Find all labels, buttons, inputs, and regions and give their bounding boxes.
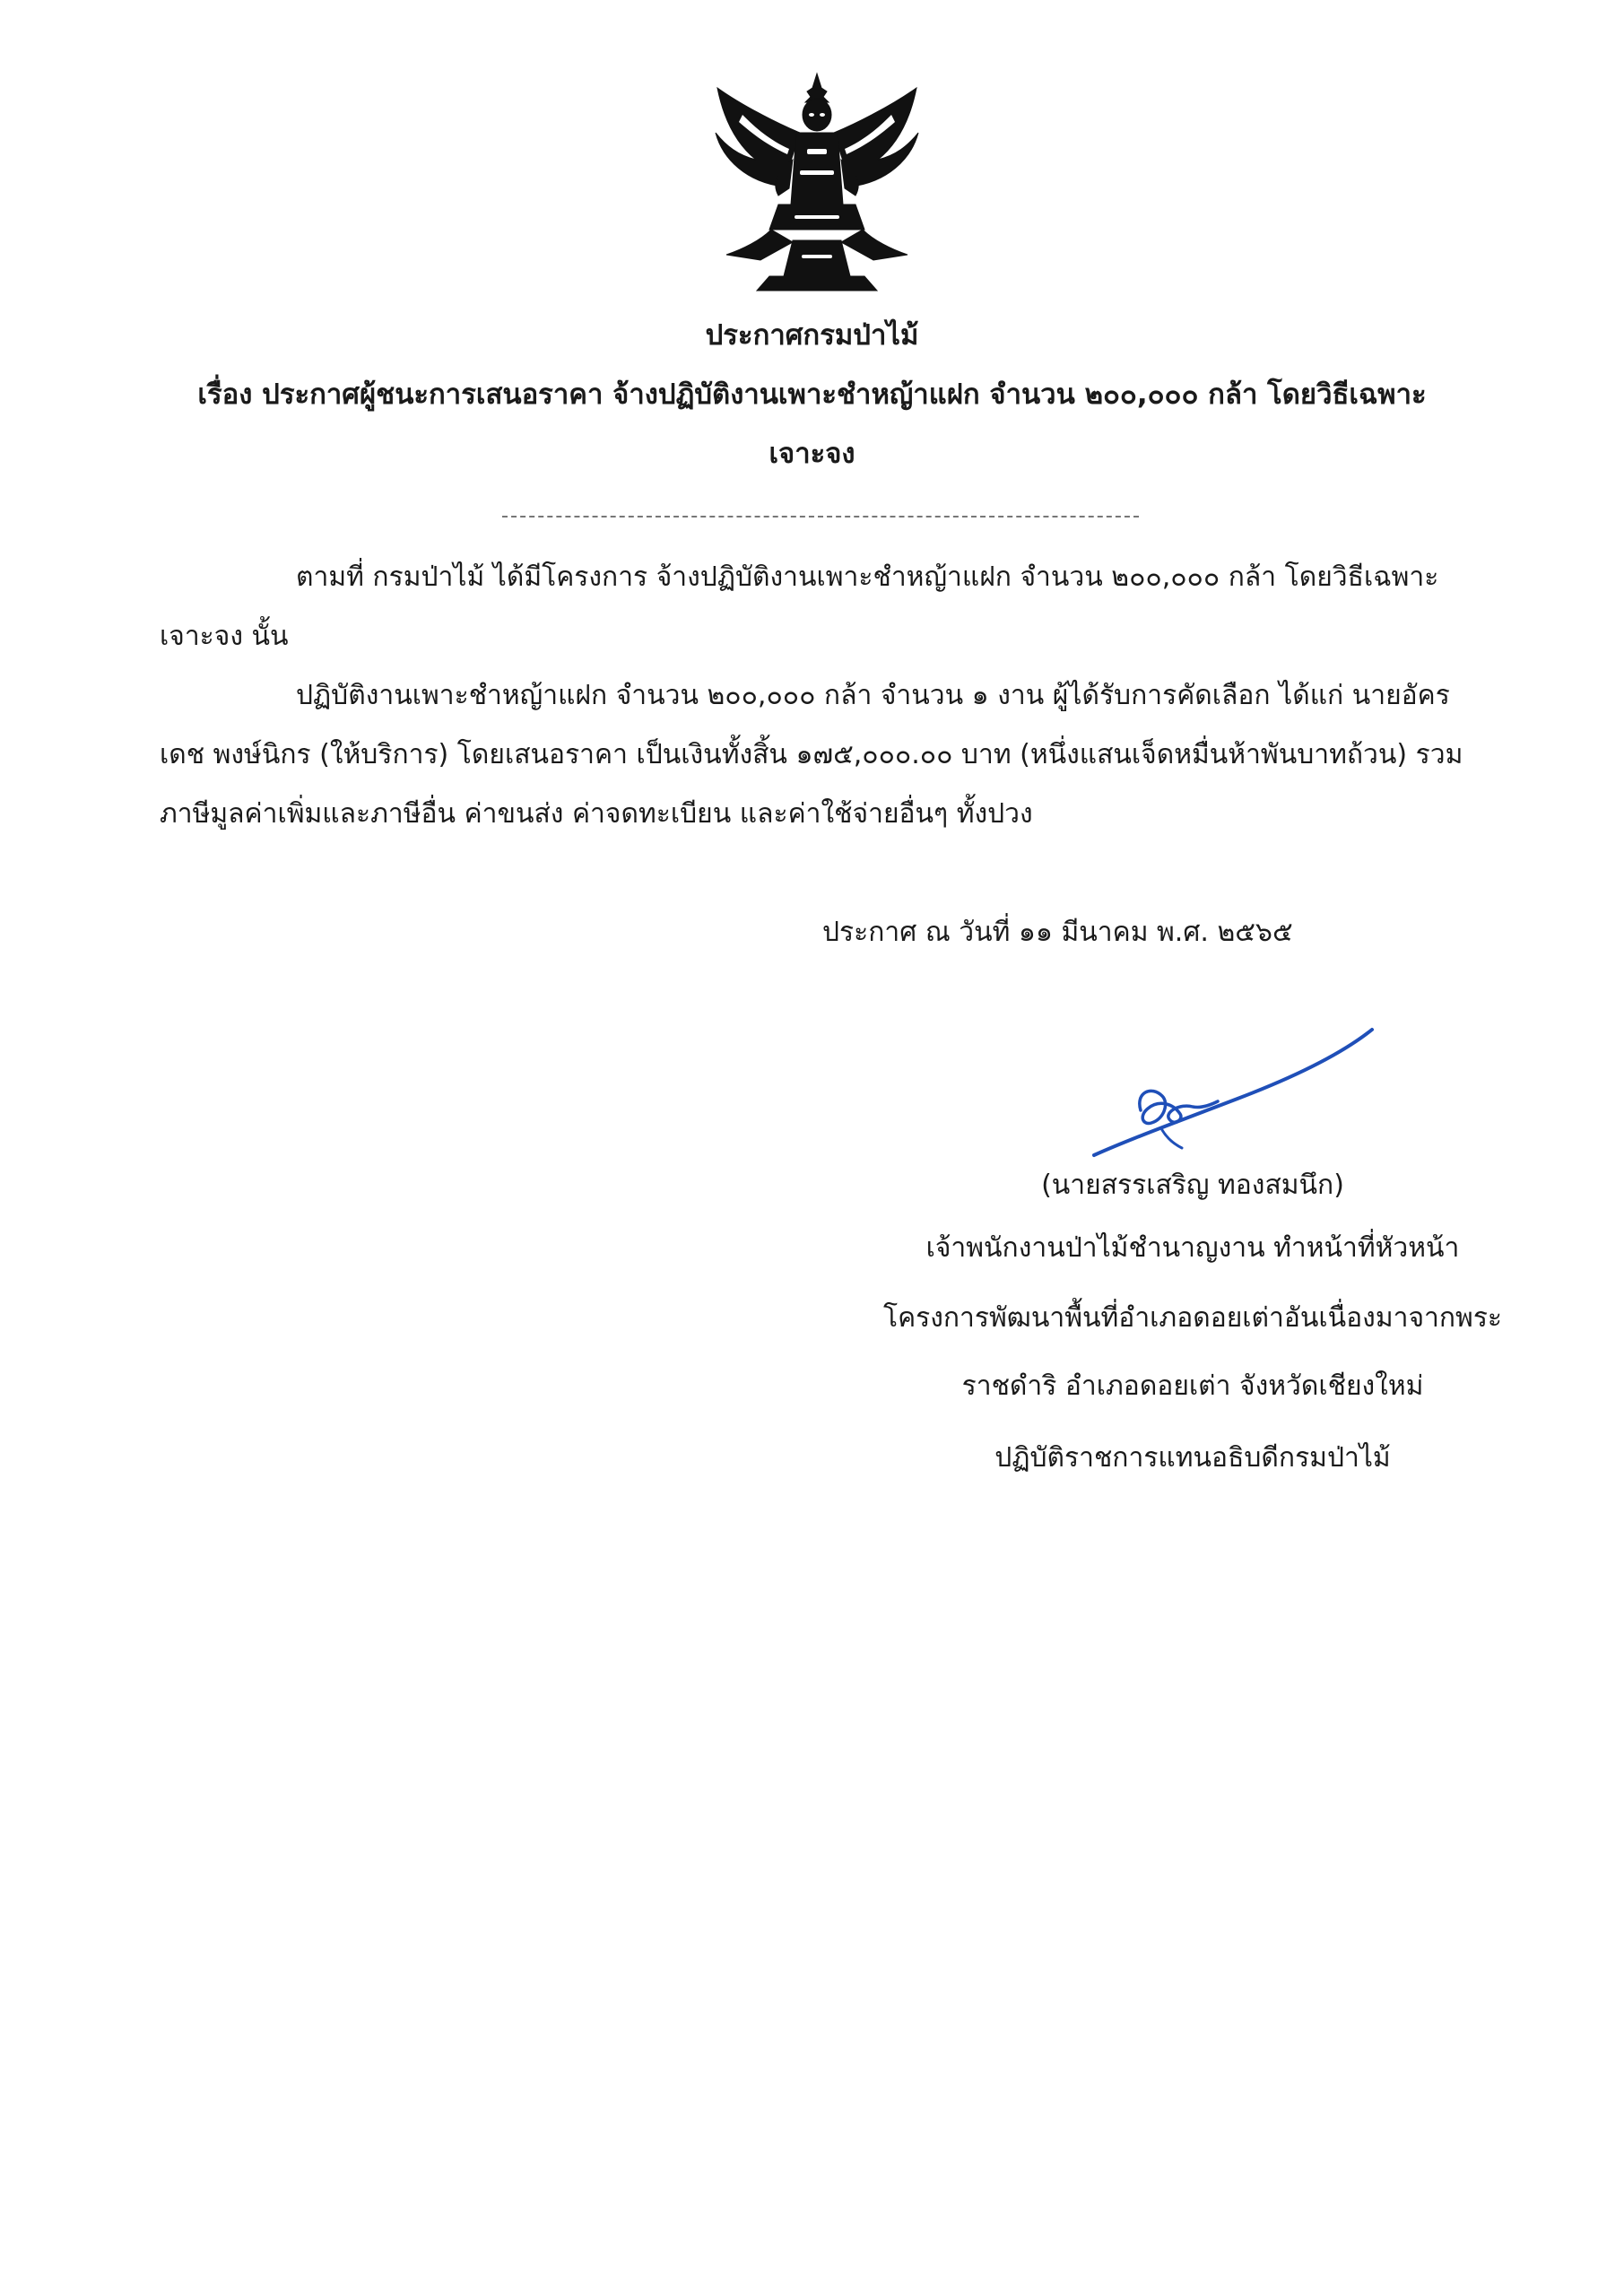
signatory-position-line-4: ปฏิบัติราชการแทนอธิบดีกรมป่าไม้: [994, 1442, 1391, 1474]
signatory-position-line-1: เจ้าพนักงานป่าไม้ชำนาญงาน ทำหน้าที่หัวหน้า: [925, 1232, 1460, 1264]
paragraph-2-line-1: ปฏิบัติงานเพาะชำหญ้าแฝก จำนวน ๒๐๐,๐๐๐ กล้า จำนวน ๑ งาน ผู้ได้รับการคัดเลือก ได้แก่ นายอัคร: [296, 680, 1450, 711]
title-divider: [502, 516, 1139, 517]
paragraph-1-line-1: ตามที่ กรมป่าไม้ ได้มีโครงการ จ้างปฏิบัติงานเพาะชำหญ้าแฝก จำนวน ๒๐๐,๐๐๐ กล้า โดยวิธีเฉพาะ: [296, 561, 1439, 593]
paragraph-2-line-3: ภาษีมูลค่าเพิ่มและภาษีอื่น ค่าขนส่ง ค่าจดทะเบียน และค่าใช้จ่ายอื่นๆ ทั้งปวง: [160, 798, 1033, 830]
subject-line-1: เรื่อง ประกาศผู้ชนะการเสนอราคา จ้างปฏิบัติงานเพาะชำหญ้าแฝก จำนวน ๒๐๐,๐๐๐ กล้า โดยวิธีเฉพาะ: [197, 378, 1427, 411]
subject-line-2: เจาะจง: [769, 438, 855, 470]
garuda-emblem-icon: [707, 70, 927, 294]
announcement-date: ประกาศ ณ วันที่ ๑๑ มีนาคม พ.ศ. ๒๕๖๕: [822, 917, 1293, 948]
document-title: ประกาศกรมป่าไม้: [705, 319, 919, 352]
signatory-position-line-3: ราชดำริ อำเภอดอยเต่า จังหวัดเชียงใหม่: [961, 1370, 1424, 1402]
signatory-name: (นายสรรเสริญ ทองสมนึก): [1041, 1170, 1344, 1201]
signatory-position-line-2: โครงการพัฒนาพื้นที่อำเภอดอยเต่าอันเนื่องมาจากพระ: [882, 1302, 1503, 1334]
paragraph-1-line-2: เจาะจง นั้น: [160, 621, 289, 652]
signature-image: [1076, 1013, 1381, 1166]
paragraph-2-line-2: เดช พงษ์นิกร (ให้บริการ) โดยเสนอราคา เป็นเงินทั้งสิ้น ๑๗๕,๐๐๐.๐๐ บาท (หนึ่งแสนเจ็ดหมื่นห้าพันบาทถ้วน) รวม: [160, 739, 1463, 770]
